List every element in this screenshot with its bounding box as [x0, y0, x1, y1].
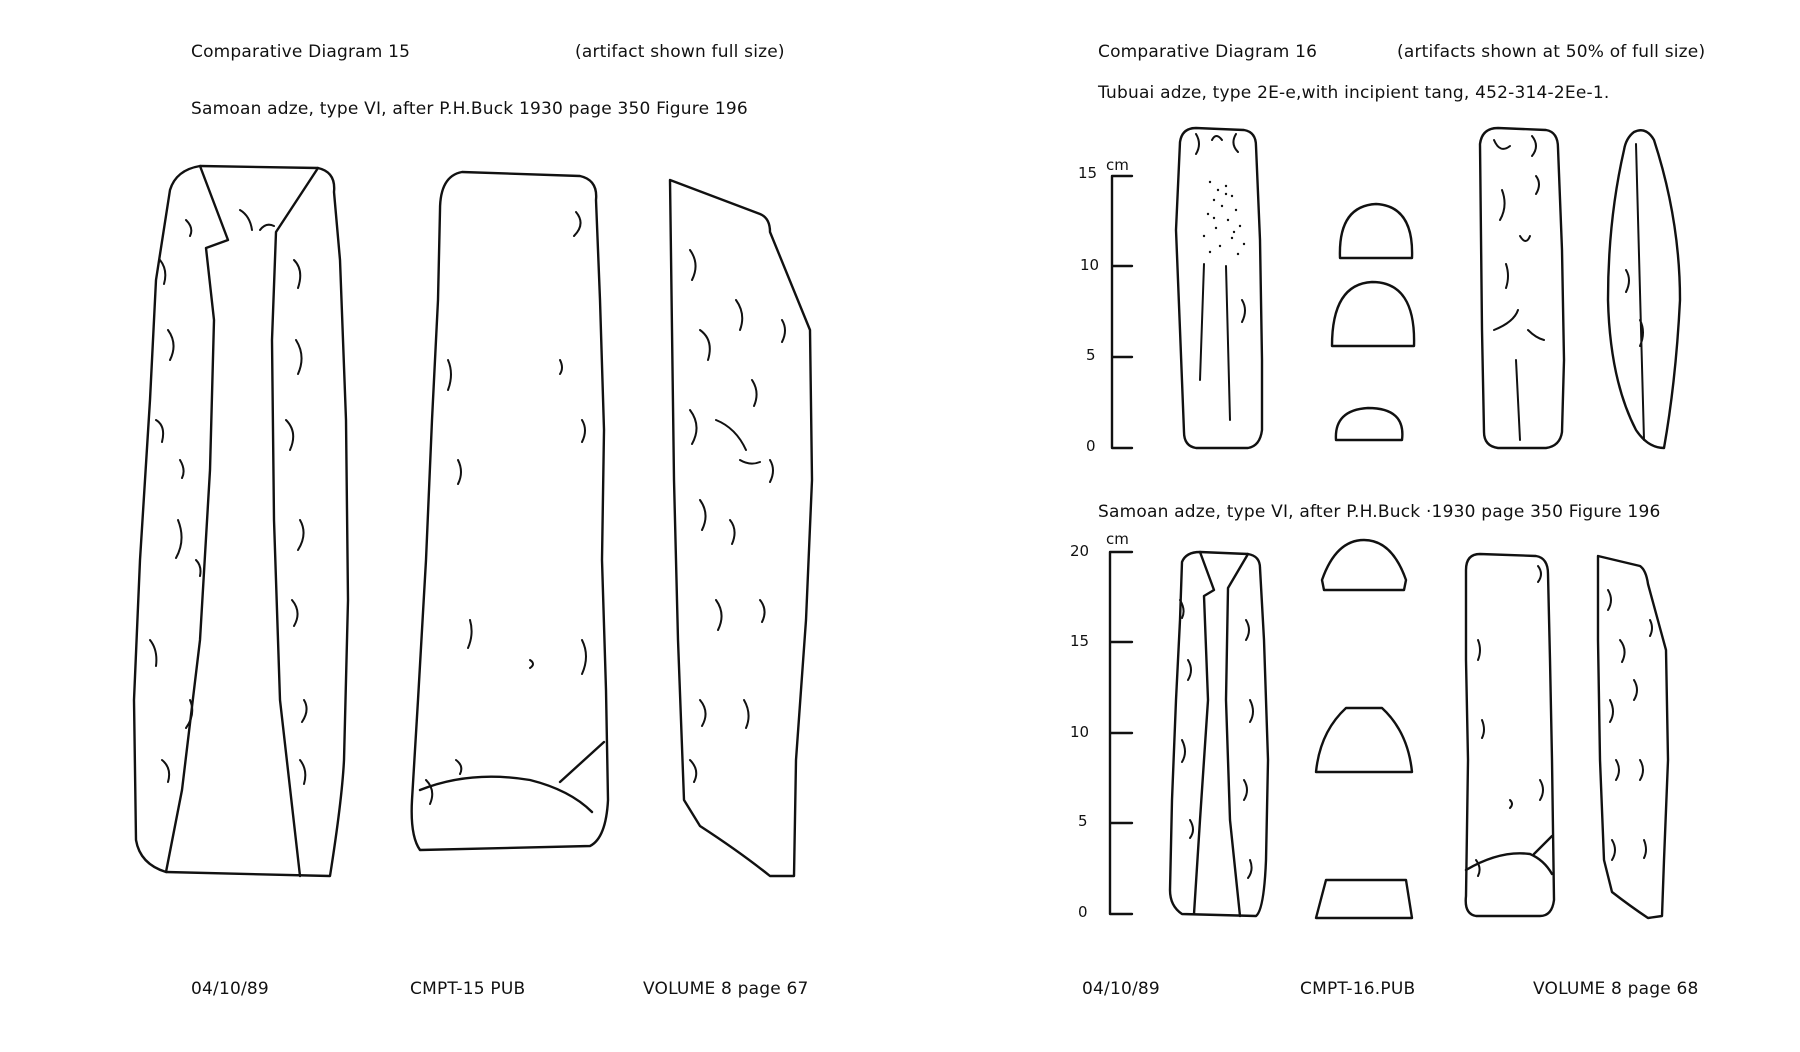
footer-date: 04/10/89 — [191, 979, 269, 999]
figure-caption-top: Tubuai adze, type 2E-e,with incipient tang, 452-314-2Ee-1. — [1098, 83, 1610, 103]
scale-tick-label: 10 — [1070, 723, 1090, 741]
scale-tick-label: 20 — [1070, 542, 1090, 560]
scale-tick-label: 5 — [1086, 346, 1096, 364]
footer-date: 04/10/89 — [1082, 979, 1160, 999]
scale-tick-label: 15 — [1078, 164, 1098, 182]
diagram-title: Comparative Diagram 15 — [191, 42, 411, 62]
figure-caption: Samoan adze, type VI, after P.H.Buck 1930 page 350 Figure 196 — [191, 99, 748, 119]
scale-tick-label: 10 — [1080, 256, 1100, 274]
footer-file: CMPT-15 PUB — [410, 979, 526, 999]
scale-unit-label: cm — [1106, 156, 1129, 174]
footer-file: CMPT-16.PUB — [1300, 979, 1416, 999]
scale-tick-label: 15 — [1070, 632, 1090, 650]
footer-volume: VOLUME 8 page 68 — [1533, 979, 1699, 999]
scale-tick-label: 0 — [1078, 903, 1088, 921]
figure-caption-bottom: Samoan adze, type VI, after P.H.Buck ·1930 page 350 Figure 196 — [1098, 502, 1661, 522]
scale-unit-label: cm — [1106, 530, 1129, 548]
diagram-title: Comparative Diagram 16 — [1098, 42, 1318, 62]
scale-tick-label: 5 — [1078, 812, 1088, 830]
scale-tick-label: 0 — [1086, 437, 1096, 455]
footer-volume: VOLUME 8 page 67 — [643, 979, 809, 999]
scale-note: (artifacts shown at 50% of full size) — [1397, 42, 1706, 62]
scale-note: (artifact shown full size) — [575, 42, 785, 62]
